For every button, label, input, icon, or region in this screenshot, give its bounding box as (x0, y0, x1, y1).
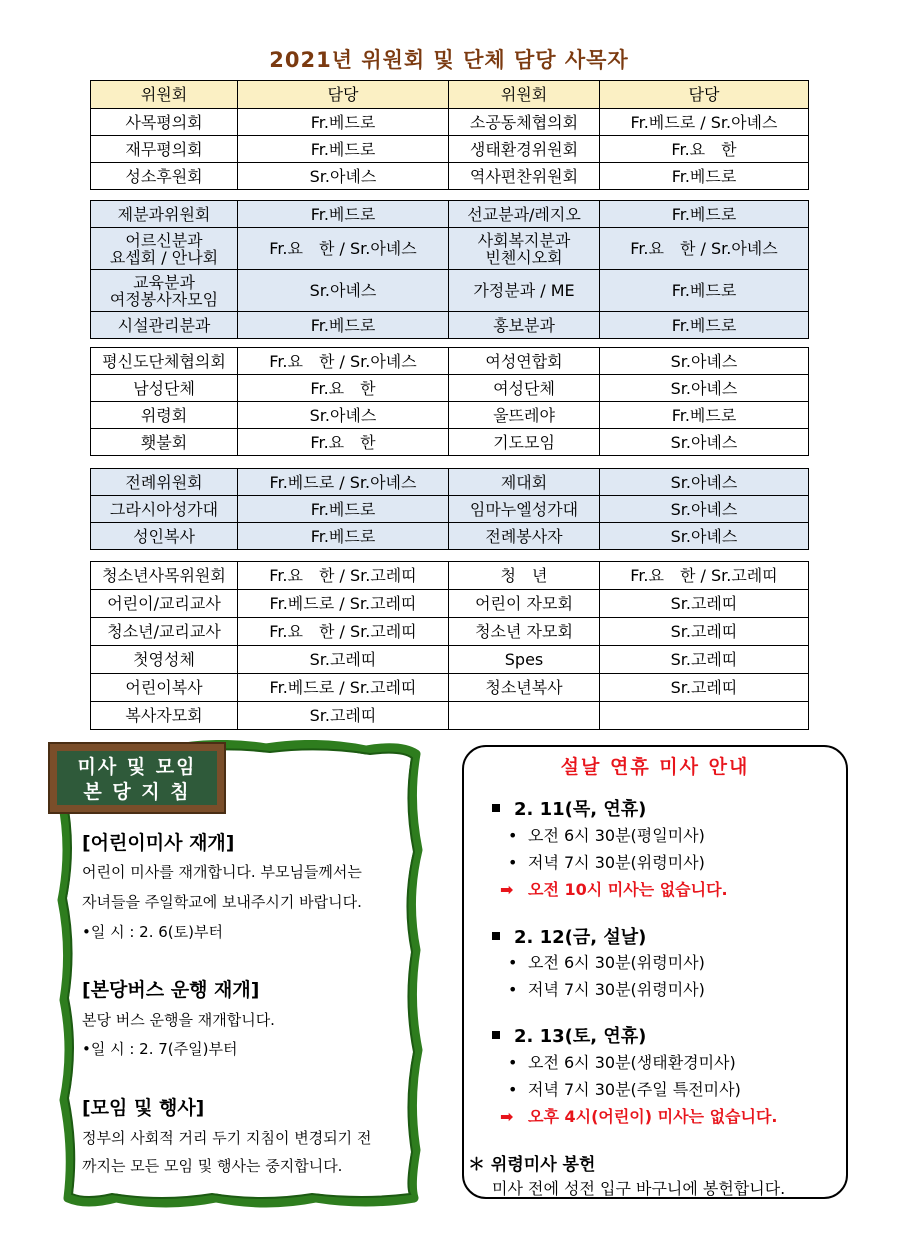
table-cell: 제분과위원회 (91, 201, 238, 228)
table-cell: 어린이/교리교사 (91, 590, 238, 618)
table-cell: Fr.베드로 (238, 109, 449, 136)
day-heading: 2. 11(목, 연휴) (492, 795, 646, 821)
day-heading: 2. 12(금, 설날) (492, 923, 646, 949)
table-cell: Fr.베드로 (238, 523, 449, 550)
section-text: 어린이 미사를 재개합니다. 부모님들께서는 (82, 863, 362, 881)
table-cell: 남성단체 (91, 375, 238, 402)
table-cell: Fr.베드로 / Sr.아녜스 (238, 469, 449, 496)
header-cell: 담당 (238, 81, 449, 109)
section-text: 본당 버스 운행을 재개합니다. (82, 1011, 275, 1029)
table-cell: 가정분과 / ME (449, 270, 600, 312)
table-cell: Sr.고레띠 (600, 618, 809, 646)
table-row (91, 590, 809, 618)
table-cell: Sr.아녜스 (600, 348, 809, 375)
table-cell: 임마누엘성가대 (449, 496, 600, 523)
offering-note-heading: ＊ 위령미사 봉헌 (468, 1155, 596, 1175)
table-cell: 횃불회 (91, 429, 238, 456)
table-cell: Fr.베드로 (600, 402, 809, 429)
committee-table-1 (90, 80, 809, 190)
section-text: 정부의 사회적 거리 두기 지침이 변경되기 전 (82, 1129, 372, 1147)
table-cell: Fr.요 한 / Sr.아녜스 (600, 228, 809, 270)
table-cell: Fr.요 한 / Sr.고레띠 (238, 618, 449, 646)
table-cell: 사목평의회 (91, 109, 238, 136)
section-heading: [모임 및 행사] (82, 1097, 205, 1119)
table-cell: Sr.고레띠 (238, 702, 449, 730)
committee-table-5 (90, 561, 809, 730)
table-cell: 교육분과 여정봉사자모임 (91, 270, 238, 312)
section-text: •일 시 : 2. 6(토)부터 (82, 923, 223, 941)
table-cell: Fr.베드로 (600, 312, 809, 339)
badge-text: 미사 및 모임 본 당 지 침 (57, 751, 217, 805)
arrow-right-icon: ➡ (500, 1107, 514, 1126)
holiday-mass-title: 설날 연휴 미사 안내 (560, 756, 750, 778)
mass-item: • 저녁 7시 30분(위령미사) (508, 980, 705, 999)
table-cell: 첫영성체 (91, 646, 238, 674)
square-bullet-icon (492, 804, 500, 812)
table-row (91, 312, 809, 339)
table-cell: 시설관리분과 (91, 312, 238, 339)
table-cell: Fr.베드로 (600, 201, 809, 228)
table-cell: Sr.아녜스 (600, 523, 809, 550)
table-row (91, 375, 809, 402)
table-cell: 청소년/교리교사 (91, 618, 238, 646)
table-row (91, 618, 809, 646)
table-cell: Fr.베드로 / Sr.고레띠 (238, 674, 449, 702)
table-row (91, 136, 809, 163)
page-title: 2021년 위원회 및 단체 담당 사목자 (269, 48, 629, 72)
table-cell: 복사자모회 (91, 702, 238, 730)
dot-bullet-icon: • (508, 853, 518, 872)
mass-item: • 오전 6시 30분(위령미사) (508, 953, 705, 972)
table-cell: 위령회 (91, 402, 238, 429)
table-cell: 제대회 (449, 469, 600, 496)
table-cell: 청소년사목위원회 (91, 562, 238, 590)
dot-bullet-icon: • (508, 826, 518, 845)
mass-item: • 오전 6시 30분(평일미사) (508, 826, 705, 845)
table-row (91, 201, 809, 228)
table-cell: 전례봉사자 (449, 523, 600, 550)
table-row (91, 469, 809, 496)
table-cell: Fr.베드로 (600, 163, 809, 190)
table-cell: 재무평의회 (91, 136, 238, 163)
table-cell: Fr.베드로 (238, 312, 449, 339)
table-cell: Fr.요 한 (600, 136, 809, 163)
section-heading: [본당버스 운행 재개] (82, 979, 260, 1001)
table-cell: 기도모임 (449, 429, 600, 456)
chalkboard-badge (48, 742, 226, 814)
table-cell: Sr.아녜스 (238, 270, 449, 312)
table-cell: Fr.베드로 (238, 496, 449, 523)
table-cell: 여성연합회 (449, 348, 600, 375)
table-cell: Sr.아녜스 (238, 402, 449, 429)
table-cell (449, 702, 600, 730)
arrow-right-icon: ➡ (500, 880, 514, 899)
square-bullet-icon (492, 1031, 500, 1039)
day-heading: 2. 13(토, 연휴) (492, 1022, 646, 1048)
committee-table-3 (90, 347, 809, 456)
square-bullet-icon (492, 932, 500, 940)
cancel-notice: ➡ 오전 10시 미사는 없습니다. (500, 880, 728, 899)
table-cell: 생태환경위원회 (449, 136, 600, 163)
asterisk-icon: ＊ (468, 1155, 491, 1175)
table-cell (600, 702, 809, 730)
table-row (91, 402, 809, 429)
mass-item: • 저녁 7시 30분(주일 특전미사) (508, 1080, 741, 1099)
table-cell: Fr.요 한 (238, 375, 449, 402)
table-row (91, 163, 809, 190)
header-cell: 담당 (600, 81, 809, 109)
table-row (91, 562, 809, 590)
table-cell: Fr.베드로 (600, 270, 809, 312)
mass-item: • 저녁 7시 30분(위령미사) (508, 853, 705, 872)
table-cell: Fr.베드로 / Sr.아녜스 (600, 109, 809, 136)
table-cell: Fr.베드로 (238, 136, 449, 163)
dot-bullet-icon: • (508, 1080, 518, 1099)
table-cell: Fr.베드로 / Sr.고레띠 (238, 590, 449, 618)
table-cell: Fr.요 한 / Sr.고레띠 (600, 562, 809, 590)
table-cell: 어린이 자모회 (449, 590, 600, 618)
section-text: 까지는 모든 모임 및 행사는 중지합니다. (82, 1157, 343, 1175)
table-row (91, 674, 809, 702)
table-cell: Sr.아녜스 (600, 429, 809, 456)
section-heading: [어린이미사 재개] (82, 832, 235, 854)
table-row (91, 646, 809, 674)
table-cell: 역사편찬위원회 (449, 163, 600, 190)
table-cell: 홍보분과 (449, 312, 600, 339)
table-cell: 청소년 자모회 (449, 618, 600, 646)
table-cell: 사회복지분과 빈첸시오회 (449, 228, 600, 270)
table-cell: 울뜨레야 (449, 402, 600, 429)
dot-bullet-icon: • (508, 980, 518, 999)
table-cell: 여성단체 (449, 375, 600, 402)
table-cell: 성소후원회 (91, 163, 238, 190)
table-row (91, 270, 809, 312)
table-cell: Sr.고레띠 (238, 646, 449, 674)
committee-table-2 (90, 200, 809, 339)
table-cell: Sr.아녜스 (238, 163, 449, 190)
table-cell: 어린이복사 (91, 674, 238, 702)
table-cell: 소공동체협의회 (449, 109, 600, 136)
section-text: •일 시 : 2. 7(주일)부터 (82, 1040, 238, 1058)
cancel-notice: ➡ 오후 4시(어린이) 미사는 없습니다. (500, 1107, 778, 1126)
mass-item: • 오전 6시 30분(생태환경미사) (508, 1053, 736, 1072)
table-row (91, 496, 809, 523)
table-cell: 선교분과/레지오 (449, 201, 600, 228)
table-cell: Sr.아녜스 (600, 375, 809, 402)
header-cell: 위원회 (91, 81, 238, 109)
table-cell: 성인복사 (91, 523, 238, 550)
committee-table-4 (90, 468, 809, 550)
table-row (91, 348, 809, 375)
table-cell: Sr.아녜스 (600, 469, 809, 496)
dot-bullet-icon: • (508, 953, 518, 972)
table-cell: Fr.요 한 (238, 429, 449, 456)
table-cell: 청 년 (449, 562, 600, 590)
header-cell: 위원회 (449, 81, 600, 109)
table-cell: Sr.고레띠 (600, 590, 809, 618)
table-cell: 그라시아성가대 (91, 496, 238, 523)
offering-note-text: 미사 전에 성전 입구 바구니에 봉헌합니다. (492, 1179, 786, 1198)
section-text: 자녀들을 주일학교에 보내주시기 바랍니다. (82, 893, 362, 911)
table-cell: Fr.베드로 (238, 201, 449, 228)
table-cell: Spes (449, 646, 600, 674)
table-cell: Fr.요 한 / Sr.고레띠 (238, 562, 449, 590)
table-row (91, 429, 809, 456)
table-row (91, 228, 809, 270)
table-cell: 평신도단체협의회 (91, 348, 238, 375)
table-cell: Sr.고레띠 (600, 674, 809, 702)
table-cell: Fr.요 한 / Sr.아녜스 (238, 348, 449, 375)
table-row (91, 702, 809, 730)
table-cell: 전례위원회 (91, 469, 238, 496)
table-header (91, 81, 809, 109)
table-cell: Fr.요 한 / Sr.아녜스 (238, 228, 449, 270)
table-cell: Sr.아녜스 (600, 496, 809, 523)
table-cell: 청소년복사 (449, 674, 600, 702)
dot-bullet-icon: • (508, 1053, 518, 1072)
table-cell: 어르신분과 요셉회 / 안나회 (91, 228, 238, 270)
table-cell: Sr.고레띠 (600, 646, 809, 674)
table-row (91, 523, 809, 550)
table-row (91, 109, 809, 136)
